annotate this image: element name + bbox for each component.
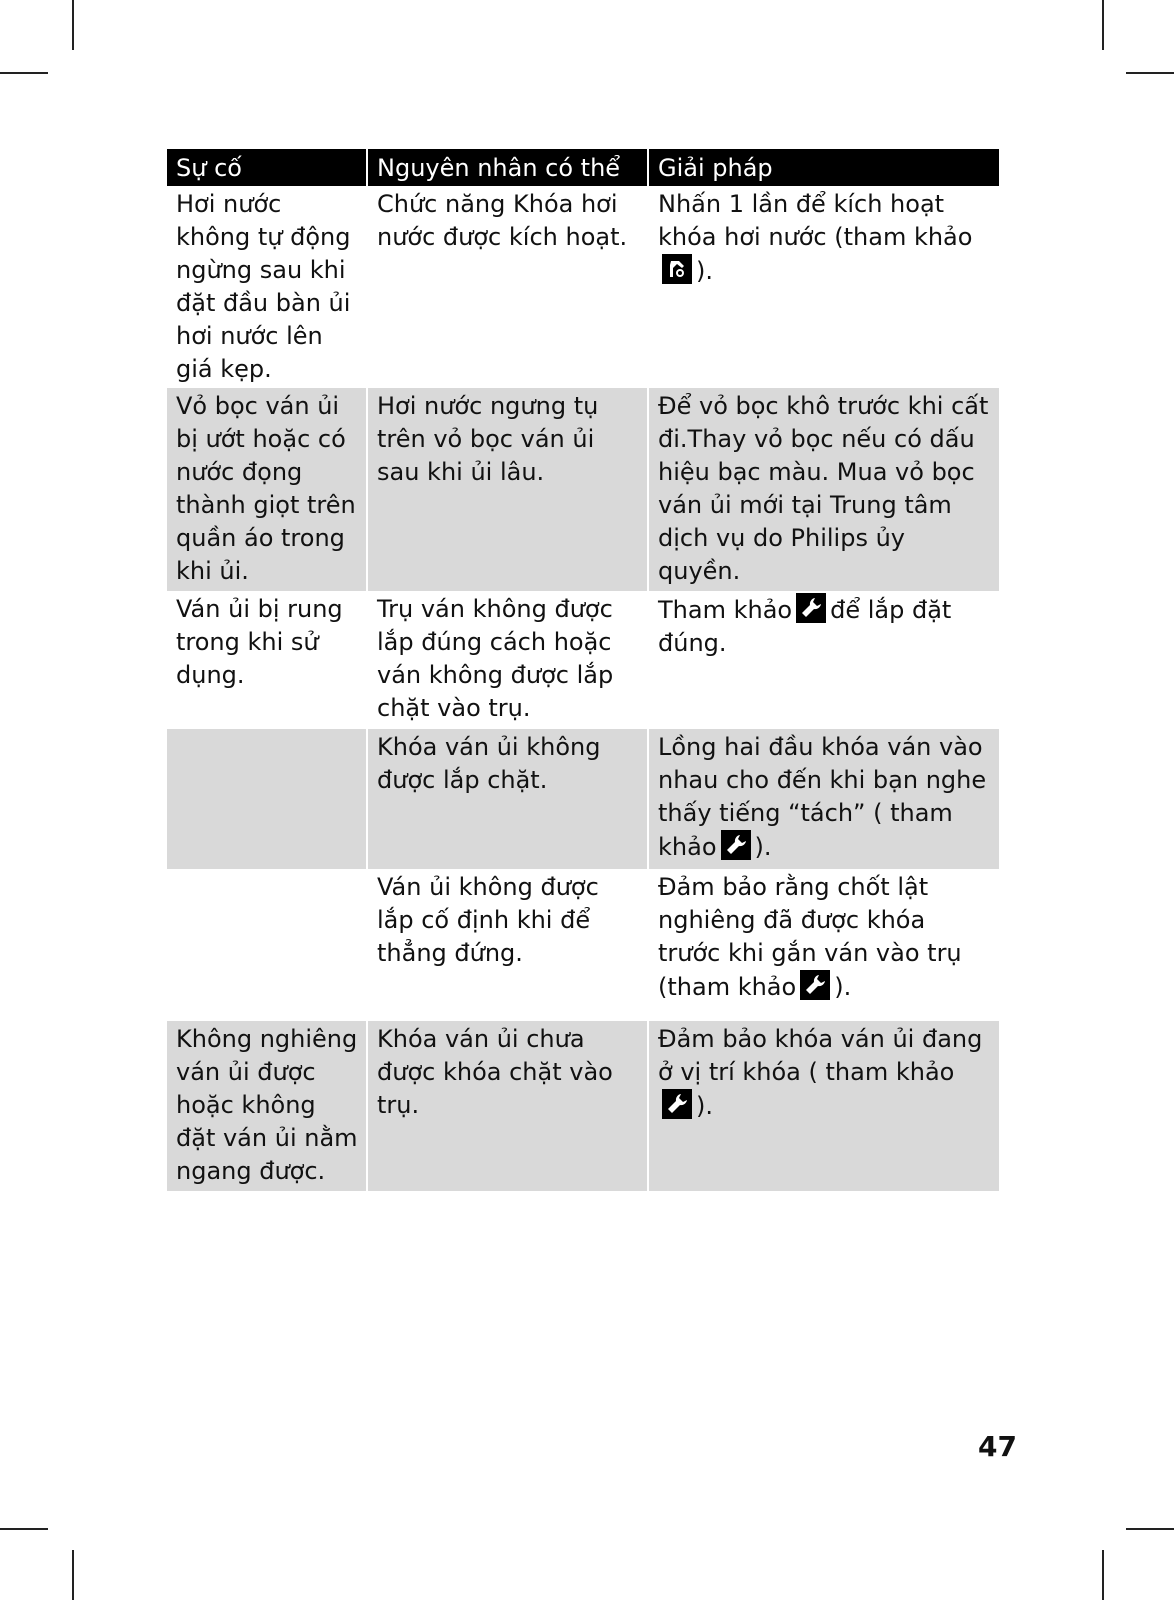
solution-text: Nhấn 1 lần để kích hoạt khóa hơi nước (tham khảo — [658, 190, 973, 251]
solution-text-end: ). — [696, 1092, 713, 1120]
solution-text: Đảm bảo rằng chốt lật nghiêng đã được khóa trước khi gắn ván vào trụ (tham khảo — [658, 873, 962, 1001]
cause-cell: Hơi nước ngưng tụ trên vỏ bọc ván ủi sau khi ủi lâu. — [367, 388, 648, 591]
solution-text: Tham khảo — [658, 596, 793, 624]
crop-mark-bottom-right-horizontal — [1126, 1528, 1174, 1530]
crop-mark-top-right-horizontal — [1126, 72, 1174, 74]
troubleshooting-table — [167, 149, 999, 1191]
solution-cell — [648, 388, 999, 591]
solution-text: Lồng hai đầu khóa ván vào nhau cho đến khi bạn nghe thấy tiếng “tách” ( tham khảo — [658, 733, 987, 861]
table-row — [167, 388, 999, 591]
table-header-row — [167, 149, 999, 186]
table-row — [167, 869, 999, 1021]
steam-lock-icon — [662, 254, 692, 284]
crop-mark-top-right-vertical — [1102, 0, 1104, 50]
crop-mark-bottom-left-horizontal — [0, 1528, 48, 1530]
crop-mark-top-left-vertical — [72, 0, 74, 50]
wrench-icon — [796, 593, 826, 623]
problem-cell — [167, 869, 367, 1021]
problem-cell: Vỏ bọc ván ủi bị ướt hoặc có nước đọng thành giọt trên quần áo trong khi ủi. — [167, 388, 367, 591]
solution-text-end: ). — [754, 833, 772, 861]
solution-text-end: để lắp đặt đúng. — [658, 596, 952, 657]
cause-cell: Trụ ván không được lắp đúng cách hoặc ván không được lắp chặt vào trụ. — [367, 591, 648, 729]
crop-mark-bottom-left-vertical — [72, 1550, 74, 1600]
problem-cell: Không nghiêng ván ủi được hoặc không đặt ván ủi nằm ngang được. — [167, 1021, 367, 1191]
solution-text-end: ). — [834, 973, 852, 1001]
solution-text: Đảm bảo khóa ván ủi đang ở vị trí khóa ( tham khảo — [658, 1025, 983, 1086]
problem-cell — [167, 729, 367, 869]
wrench-icon — [721, 830, 751, 860]
header-solution: Giải pháp — [648, 149, 999, 186]
header-problem: Sự cố — [167, 149, 367, 186]
cause-cell: Chức năng Khóa hơi nước được kích hoạt. — [367, 186, 648, 388]
problem-cell: Hơi nước không tự động ngừng sau khi đặt đầu bàn ủi hơi nước lên giá kẹp. — [167, 186, 367, 388]
table-row — [167, 591, 999, 729]
table-row — [167, 729, 999, 869]
header-cause: Nguyên nhân có thể — [367, 149, 648, 186]
solution-text: Để vỏ bọc khô trước khi cất đi.Thay vỏ bọc nếu có dấu hiệu bạc màu. Mua vỏ bọc ván ủi mới tại Trung tâm dịch vụ do Philips ủy quyền. — [658, 392, 989, 585]
cause-cell: Khóa ván ủi chưa được khóa chặt vào trụ. — [367, 1021, 648, 1191]
cause-cell: Khóa ván ủi không được lắp chặt. — [367, 729, 648, 869]
solution-cell — [648, 1021, 999, 1191]
crop-mark-top-left-horizontal — [0, 72, 48, 74]
cause-cell: Ván ủi không được lắp cố định khi để thẳng đứng. — [367, 869, 648, 1021]
solution-cell — [648, 729, 999, 869]
problem-cell: Ván ủi bị rung trong khi sử dụng. — [167, 591, 367, 729]
crop-mark-bottom-right-vertical — [1102, 1550, 1104, 1600]
solution-cell — [648, 591, 999, 729]
page-number: 47 — [978, 1430, 1017, 1463]
solution-cell — [648, 869, 999, 1021]
wrench-icon — [662, 1089, 692, 1119]
wrench-icon — [800, 970, 830, 1000]
solution-cell — [648, 186, 999, 388]
table-row — [167, 1021, 999, 1191]
table-row — [167, 186, 999, 388]
solution-text-end: ). — [696, 257, 713, 285]
